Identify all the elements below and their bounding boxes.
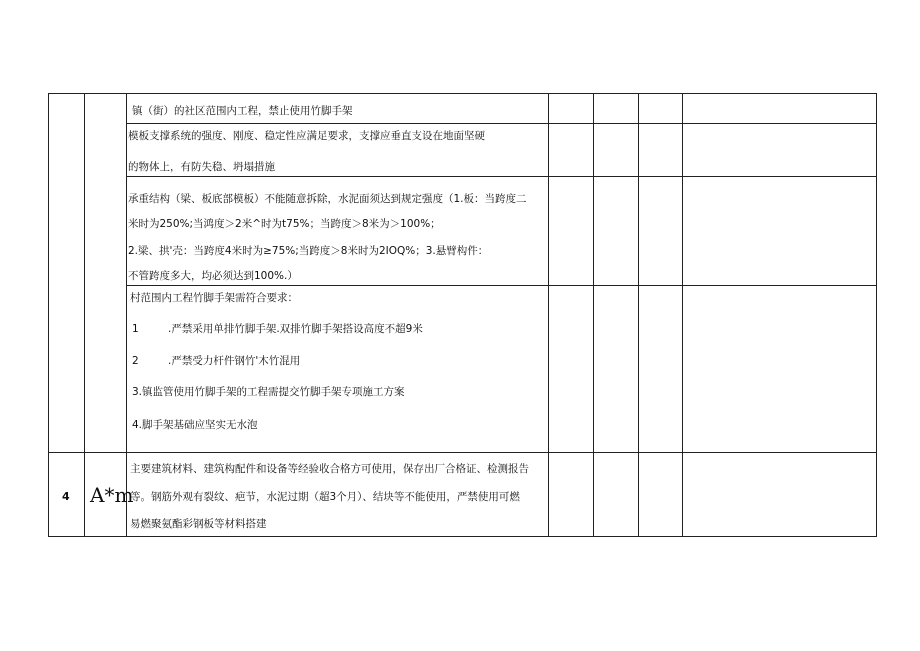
list-item-text: 4.脚手架基础应坚实无水泡 (132, 419, 258, 431)
table-border-top (48, 93, 877, 94)
requirement-text: 模板支撑系统的强度、刚度、稳定性应满足要求，支撑应垂直支设在地面坚硬 (128, 130, 485, 142)
row-number: 4 (62, 490, 70, 503)
row-divider (126, 285, 877, 286)
column-divider (682, 93, 683, 537)
requirement-text: 等。钢筋外观有裂纹、疤节，水泥过期（超3个月）、结块等不能使用，严禁使用可燃 (130, 491, 520, 503)
requirement-text: 主要建筑材料、建筑构配件和设备等经验收合格方可使用，保存出厂合格证、检测报告 (130, 463, 529, 475)
column-divider (638, 93, 639, 537)
inspection-table (48, 93, 877, 537)
row-divider (126, 123, 877, 124)
column-divider (84, 93, 85, 537)
requirement-text: 易燃聚氨酯彩钢板等材料搭建 (130, 518, 267, 530)
table-border-left (48, 93, 49, 537)
requirement-text: 村范围内工程竹脚手架需符合要求： (130, 292, 298, 304)
requirement-text: 2.梁、拱'壳：当跨度4米时为≥75%;当跨度＞8米时为2IOQ%；3.悬臂构件： (128, 245, 489, 257)
requirement-text: 米时为250%;当鸿度＞2米^时为t75%；当跨度＞8米为＞100%； (128, 218, 441, 230)
list-item-text: .严禁受力杆件钢竹'木竹混用 (168, 355, 301, 367)
row-divider (48, 452, 877, 453)
requirement-text: 承重结构（梁、板底部模板）不能随意拆除，水泥面须达到规定强度（1.板：当跨度二 (128, 193, 527, 205)
list-number: 2 (132, 355, 139, 367)
requirement-text: 的物体上，有防失稳、坍塌措施 (128, 161, 275, 173)
column-divider (126, 93, 127, 537)
category-label: A*m (90, 483, 134, 507)
table-border-right (876, 93, 877, 537)
list-item-text: 3.镇监管使用竹脚手架的工程需提交竹脚手架专项施工方案 (132, 386, 405, 398)
column-divider (548, 93, 549, 537)
requirement-text: 镇（街）的社区范围内工程，禁止使用竹脚手架 (132, 105, 353, 117)
list-number: 1 (132, 323, 139, 335)
row-divider (126, 176, 877, 177)
table-border-bottom (48, 536, 877, 537)
list-item-text: .严禁采用单排竹脚手架.双排竹脚手架搭设高度不超9米 (168, 323, 423, 335)
requirement-text: 不管跨度多大，均必须达到100%.） (128, 270, 298, 282)
column-divider (593, 93, 594, 537)
